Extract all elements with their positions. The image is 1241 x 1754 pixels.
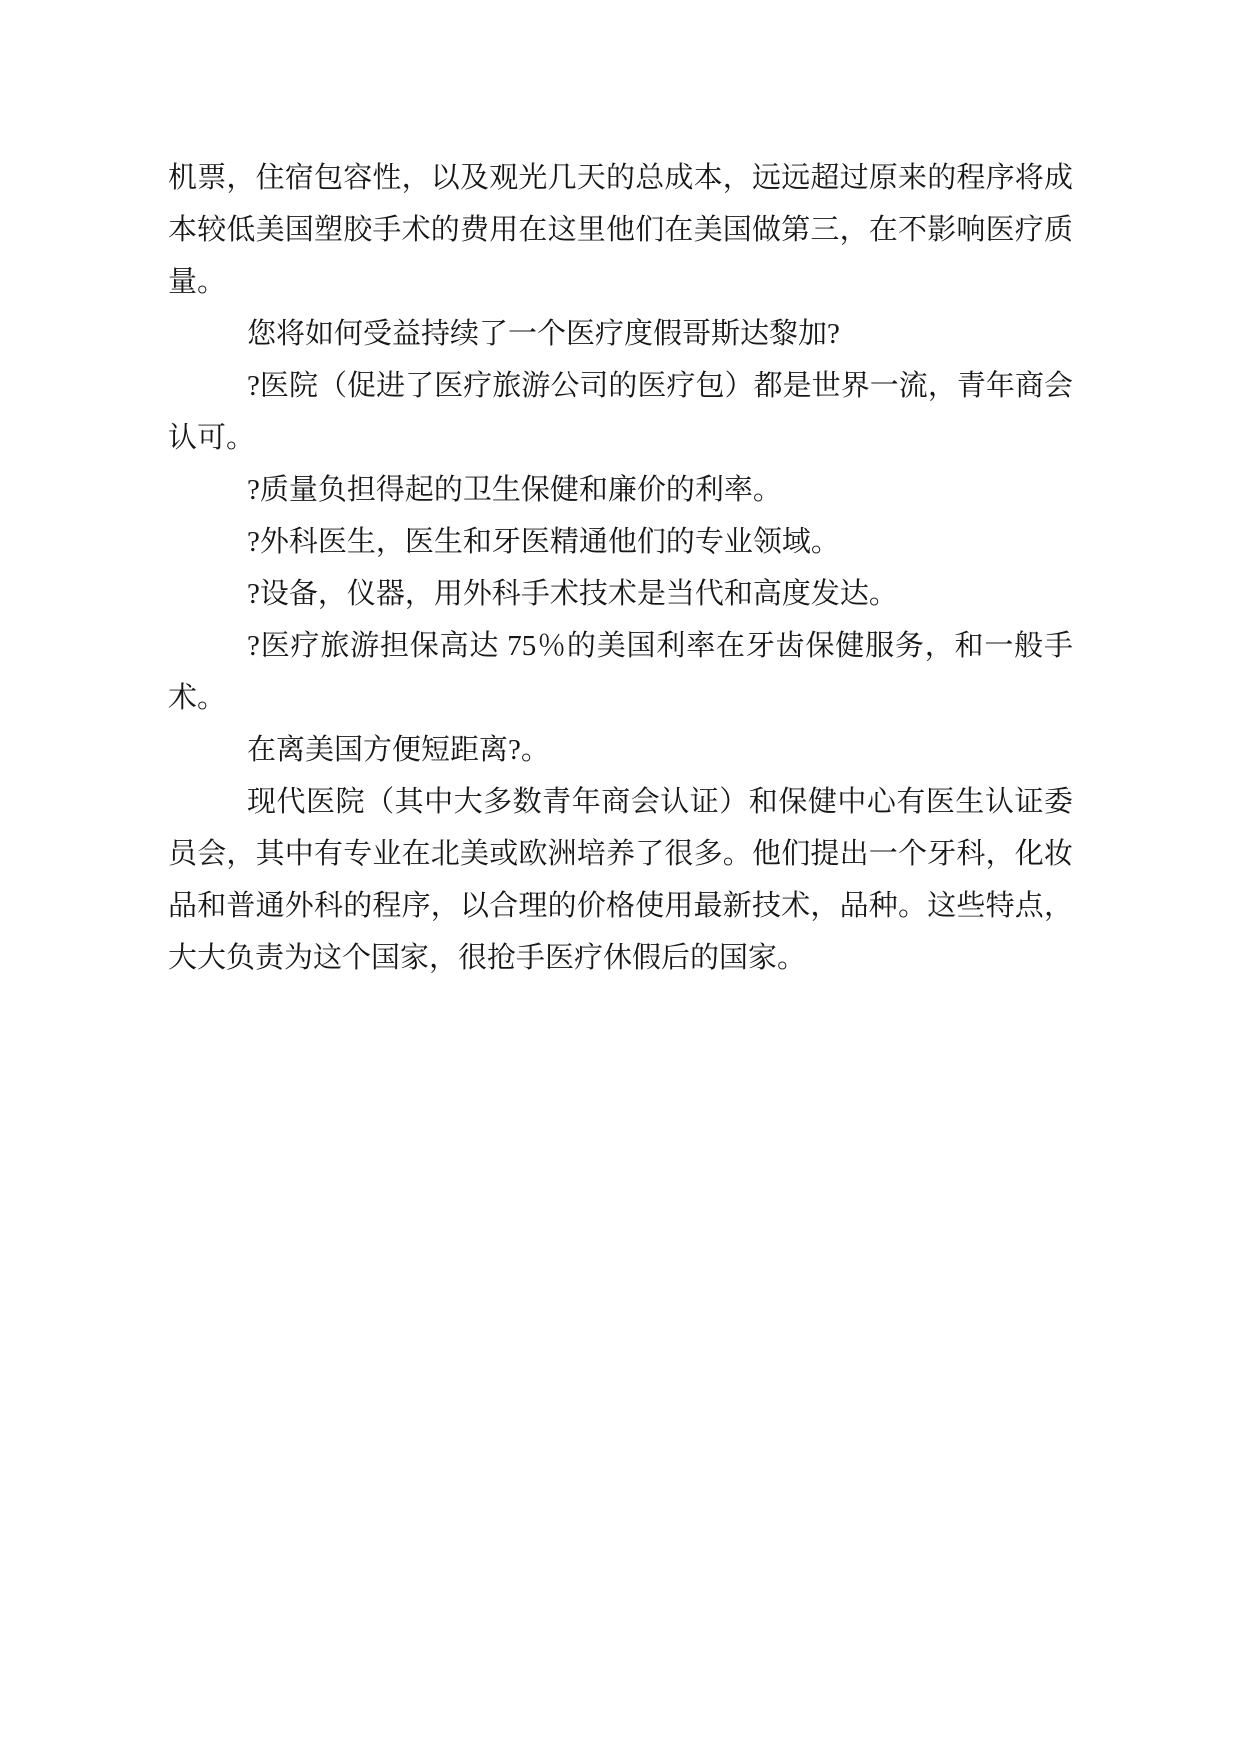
paragraph-bullet-savings: ?医疗旅游担保高达 75％的美国利率在牙齿保健服务，和一般手术。 xyxy=(168,630,1073,714)
paragraph-bullet-doctors: ?外科医生，医生和牙医精通他们的专业领域。 xyxy=(247,526,840,558)
paragraph-bullet-distance: 在离美国方便短距离?。 xyxy=(247,734,550,766)
paragraph-bullet-equipment: ?设备，仪器，用外科手术技术是当代和高度发达。 xyxy=(247,578,898,610)
document-body xyxy=(168,152,1073,984)
paragraph-modern-hospitals: 现代医院（其中大多数青年商会认证）和保健中心有医生认证委员会，其中有专业在北美或欧洲培养了很多。他们提出一个牙科，化妆品和普通外科的程序，以合理的价格使用最新技术，品种。这些特点，大大负责为这个国家，很抢手医疗休假后的国家。 xyxy=(168,786,1073,974)
paragraph-cost-continuation: 机票，住宿包容性，以及观光几天的总成本，远远超过原来的程序将成本较低美国塑胶手术的费用在这里他们在美国做第三，在不影响医疗质量。 xyxy=(168,162,1073,298)
paragraph-bullet-quality: ?质量负担得起的卫生保健和廉价的利率。 xyxy=(247,474,782,506)
paragraph-benefit-question: 您将如何受益持续了一个医疗度假哥斯达黎加? xyxy=(247,318,840,350)
paragraph-bullet-hospitals: ?医院（促进了医疗旅游公司的医疗包）都是世界一流，青年商会认可。 xyxy=(168,370,1073,454)
